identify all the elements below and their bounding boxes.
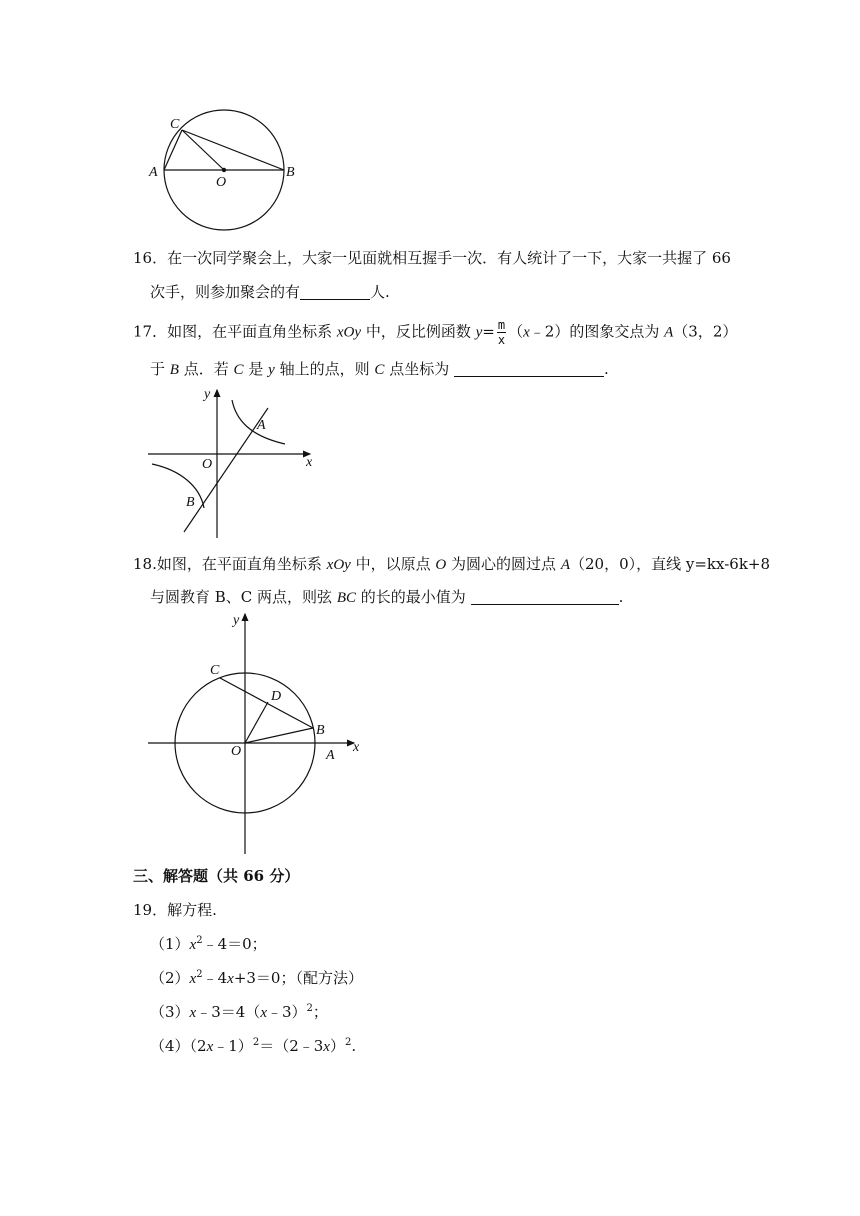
label-x: x — [353, 740, 360, 755]
question-18-line1 — [133, 553, 770, 576]
q18-text: 与圆教育 B、C 两点，则弦 — [150, 588, 333, 606]
q19-text: （4）（2 — [150, 1037, 207, 1055]
q17-c2: C — [374, 362, 385, 378]
q19-text: （3） — [150, 1003, 190, 1021]
q19-text: +3＝0；（配方法） — [233, 969, 363, 987]
question-16-line2 — [150, 281, 390, 303]
question-19-title — [133, 899, 217, 921]
q19-exp: 2 — [252, 1037, 260, 1048]
label-a: A — [257, 418, 266, 433]
answer-blank-16[interactable] — [300, 283, 370, 300]
label-a: A — [149, 165, 158, 180]
q19-text: ﹣4 — [202, 969, 228, 987]
question-19-part-4 — [150, 1035, 356, 1058]
question-19-part-1 — [150, 933, 267, 956]
segment-od — [245, 702, 268, 743]
q17-y-axis: y — [268, 362, 275, 378]
figure-circle-chord — [140, 610, 375, 858]
section-3-title: 三、解答题（共 66 分） — [133, 867, 300, 885]
q19-exp: 2 — [344, 1037, 352, 1048]
q19-exp: 2 — [196, 969, 203, 980]
question-16-text2: 次手，则参加聚会的有 — [150, 283, 301, 301]
question-16-line1 — [133, 247, 731, 269]
q18-bc: BC — [336, 590, 356, 606]
question-17-line1 — [133, 318, 737, 347]
q17-c: C — [233, 362, 244, 378]
q18-text: 中，以原点 — [355, 555, 431, 573]
label-o: O — [202, 457, 213, 472]
q18-text: 的长的最小值为 — [360, 588, 466, 606]
line-ab — [184, 408, 268, 532]
answer-blank-18[interactable] — [471, 588, 619, 605]
q17-text: （ — [508, 322, 524, 341]
label-b: B — [186, 495, 195, 510]
question-17-line2 — [150, 358, 609, 381]
q17-xoy: xOy — [336, 324, 362, 341]
label-d: D — [271, 689, 282, 704]
q19-var: x — [189, 1005, 197, 1021]
q19-text: ＝（2﹣3 — [259, 1037, 324, 1055]
q19-var: x — [227, 971, 234, 987]
q19-var: x — [189, 937, 197, 953]
q18-text: 如图，在平面直角坐标系 — [156, 555, 322, 573]
q17-text: 轴上的点，则 — [279, 360, 370, 378]
label-b: B — [286, 165, 295, 180]
segment-ob — [245, 728, 313, 743]
q19-text: ） — [329, 1037, 345, 1055]
q18-text: （20，0），直线 y=kx-6k+8 — [569, 555, 771, 573]
q17-text: 点．若 — [183, 360, 229, 378]
fraction-denominator: x — [497, 333, 506, 347]
question-16-text3: 人. — [370, 283, 390, 301]
q17-text: 如图，在平面直角坐标系 — [167, 322, 333, 341]
q19-text: （1） — [150, 935, 190, 953]
q17-text: 中，反比例函数 — [365, 322, 471, 341]
label-a: A — [326, 748, 335, 763]
question-18-number: 18. — [133, 555, 157, 573]
q17-text: 于 — [150, 360, 166, 378]
question-19-part-3 — [150, 1001, 328, 1024]
question-17-number: 17． — [133, 322, 168, 341]
question-16-text1: 在一次同学聚会上，大家一见面就相互握手一次．有人统计了一下，大家一共握了 66 — [167, 249, 731, 267]
segment-co — [182, 130, 224, 170]
q17-b: B — [169, 362, 179, 378]
q17-text: 是 — [248, 360, 264, 378]
label-c: C — [170, 117, 180, 132]
q18-xoy: xOy — [326, 557, 351, 573]
q17-text: 点坐标为 — [389, 360, 450, 378]
q19-var: x — [260, 1005, 267, 1021]
chord-cb — [220, 678, 313, 728]
label-x: x — [306, 455, 313, 470]
question-19-text: 解方程. — [167, 901, 217, 919]
q19-text: . — [351, 1037, 357, 1055]
q19-text: ﹣1） — [213, 1037, 253, 1055]
q19-var: x — [323, 1039, 330, 1055]
label-y: y — [204, 387, 211, 402]
q18-text: . — [618, 588, 624, 606]
fraction-numerator: m — [497, 318, 506, 332]
segment-ac — [164, 130, 182, 170]
label-y: y — [233, 613, 240, 628]
segment-cb — [182, 130, 284, 170]
q19-text: ﹣3＝4（ — [196, 1003, 261, 1021]
label-o: O — [216, 175, 227, 190]
q17-text: （3，2） — [673, 322, 738, 341]
q19-exp: 2 — [196, 935, 203, 946]
answer-blank-17[interactable] — [454, 360, 604, 377]
q17-text: ﹣2）的图象交点为 — [529, 322, 660, 341]
q19-text: ； — [312, 1003, 328, 1021]
q19-var: x — [189, 971, 197, 987]
q19-exp: 2 — [306, 1003, 313, 1014]
q17-y: y — [475, 324, 483, 341]
q18-a: A — [560, 557, 570, 573]
figure-circle-abc — [140, 108, 310, 236]
center-dot — [222, 168, 226, 172]
hyperbola-branch-2 — [152, 464, 204, 508]
q18-text: 为圆心的圆过点 — [451, 555, 557, 573]
q19-text: ﹣3） — [266, 1003, 307, 1021]
q17-x: x — [523, 324, 530, 341]
label-o: O — [231, 744, 242, 759]
label-c: C — [210, 663, 220, 678]
fraction-m-over-x — [497, 318, 506, 347]
q19-var: x — [206, 1039, 214, 1055]
q19-text: ﹣4＝0； — [202, 935, 267, 953]
q17-eq: = — [482, 322, 495, 341]
figure-hyperbola-line — [140, 384, 325, 542]
q17-a: A — [664, 324, 674, 341]
question-18-line2 — [150, 586, 623, 609]
q18-o: O — [435, 557, 447, 573]
q17-text: . — [603, 360, 609, 378]
question-19-number: 19． — [133, 901, 168, 919]
q19-text: （2） — [150, 969, 190, 987]
question-16-number: 16． — [133, 249, 168, 267]
question-19-part-2 — [150, 967, 363, 990]
label-b: B — [316, 723, 325, 738]
